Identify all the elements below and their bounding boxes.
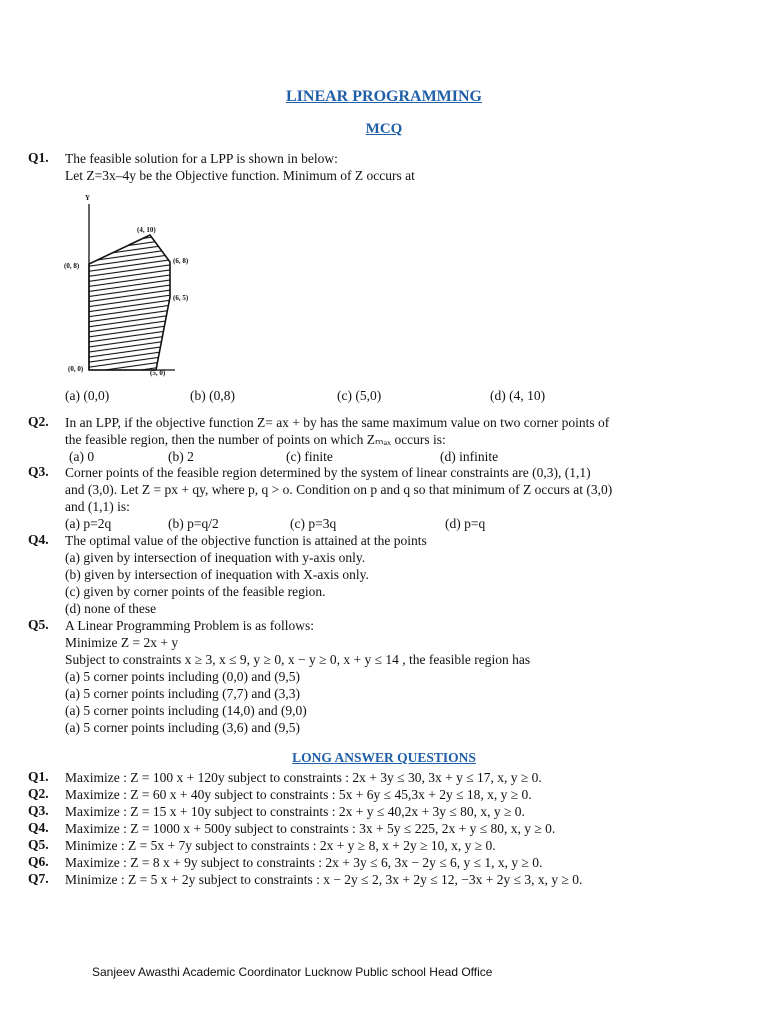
- option-b: (a) 5 corner points including (7,7) and (3,3): [65, 686, 301, 701]
- question-number: Q5.: [28, 837, 49, 852]
- long-answer-item: [28, 837, 748, 854]
- long-answer-item: [28, 786, 748, 803]
- question-text: In an LPP, if the objective function Z= ax + by has the same maximum value on two corner points of: [65, 415, 610, 430]
- question-text: The feasible solution for a LPP is shown in below:: [65, 151, 338, 166]
- question-text: Let Z=3x–4y be the Objective function. Minimum of Z occurs at: [65, 168, 415, 183]
- long-answer-item: [28, 854, 748, 871]
- option-c: (c) given by corner points of the feasible region.: [65, 584, 326, 599]
- option-d: (d) none of these: [65, 601, 157, 616]
- long-answer-item: [28, 803, 748, 820]
- question-text: Subject to constraints x ≥ 3, x ≤ 9, y ≥ 0, x − y ≥ 0, x + y ≤ 14 , the feasible region has: [65, 652, 531, 667]
- option-a: (a) given by intersection of inequation with y-axis only.: [65, 550, 366, 565]
- question-number: Q3.: [28, 803, 49, 818]
- long-answer-item: [28, 769, 748, 786]
- question-number: Q1.: [28, 150, 49, 165]
- question-text: Maximize : Z = 15 x + 10y subject to constraints : 2x + y ≤ 40,2x + 3y ≤ 80, x, y ≥ 0.: [65, 804, 525, 819]
- option-b: (b) (0,8): [190, 388, 235, 403]
- page-footer: Sanjeev Awasthi Academic Coordinator Lucknow Public school Head Office: [92, 965, 493, 979]
- point-label-0-0: (0, 0): [68, 365, 84, 373]
- question-text: Minimize : Z = 5x + 7y subject to constraints : 2x + y ≥ 8, x + 2y ≥ 10, x, y ≥ 0.: [65, 838, 496, 853]
- option-d: (d) (4, 10): [490, 388, 546, 403]
- option-c: (c) p=3q: [290, 516, 337, 531]
- mcq-question-1: [28, 150, 748, 184]
- question-number: Q4.: [28, 820, 49, 835]
- option-c: (c) (5,0): [337, 388, 382, 403]
- point-label-6-5: (6, 5): [173, 294, 189, 302]
- option-d: (a) 5 corner points including (3,6) and (9,5): [65, 720, 301, 735]
- question-text: and (1,1) is:: [65, 499, 130, 514]
- question-text: Minimize Z = 2x + y: [65, 635, 179, 650]
- option-b: (b) p=q/2: [168, 516, 219, 531]
- option-c: (c) finite: [286, 449, 333, 464]
- question-text: the feasible region, then the number of points on which Zₘₐₓ occurs is:: [65, 432, 446, 447]
- long-answer-item: [28, 871, 748, 888]
- option-a: (a) p=2q: [65, 516, 112, 531]
- mcq-question-3: [28, 464, 748, 532]
- question-number: Q2.: [28, 786, 49, 801]
- question-text: Maximize : Z = 8 x + 9y subject to constraints : 2x + 3y ≤ 6, 3x − 2y ≤ 6, y ≤ 1, x, y ≥ 0.: [65, 855, 543, 870]
- section-title-mcq: MCQ: [365, 121, 403, 137]
- question-number: Q5.: [28, 617, 49, 632]
- question-number: Q7.: [28, 871, 49, 886]
- question-text: Corner points of the feasible region determined by the system of linear constraints are (0,3), (1,1): [65, 465, 591, 480]
- long-answer-list: [28, 769, 748, 888]
- y-axis-label: Y: [85, 194, 91, 202]
- point-label-4-10: (4, 10): [137, 226, 156, 234]
- option-b: (b) given by intersection of inequation with X-axis only.: [65, 567, 369, 582]
- question-number: Q4.: [28, 532, 49, 547]
- feasible-region-graph: [60, 192, 220, 382]
- page-title: LINEAR PROGRAMMING: [286, 88, 482, 105]
- question-number: Q2.: [28, 414, 49, 429]
- question-number: Q1.: [28, 769, 49, 784]
- point-label-0-8: (0, 8): [64, 262, 80, 270]
- section-title-long-answer: LONG ANSWER QUESTIONS: [292, 750, 476, 765]
- point-label-6-8: (6, 8): [173, 257, 189, 265]
- question-number: Q3.: [28, 464, 49, 479]
- mcq-question-4: [28, 532, 748, 617]
- question-text: Maximize : Z = 60 x + 40y subject to constraints : 5x + 6y ≤ 45,3x + 2y ≤ 18, x, y ≥ 0.: [65, 787, 532, 802]
- point-label-5-0: (5, 0): [150, 369, 166, 377]
- question-text: A Linear Programming Problem is as follows:: [65, 618, 314, 633]
- option-a: (a) 5 corner points including (0,0) and (9,5): [65, 669, 301, 684]
- question-text: Minimize : Z = 5 x + 2y subject to constraints : x − 2y ≤ 2, 3x + 2y ≤ 12, −3x + 2y ≤ 3, x, y ≥ 0.: [65, 872, 583, 887]
- option-b: (b) 2: [168, 449, 194, 464]
- question-number: Q6.: [28, 854, 49, 869]
- question-text: The optimal value of the objective function is attained at the points: [65, 533, 427, 548]
- long-answer-item: [28, 820, 748, 837]
- mcq-question-2: [28, 414, 748, 465]
- question-text: Maximize : Z = 100 x + 120y subject to constraints : 2x + 3y ≤ 30, 3x + y ≤ 17, x, y ≥ 0.: [65, 770, 542, 785]
- question-text: and (3,0). Let Z = px + qy, where p, q > o. Condition on p and q so that minimum of Z occurs at (3,0): [65, 482, 613, 497]
- mcq-question-5: [28, 617, 748, 736]
- mcq-question-1-options: [28, 387, 748, 404]
- question-text: Maximize : Z = 1000 x + 500y subject to constraints : 3x + 5y ≤ 225, 2x + y ≤ 80, x, y ≥ 0.: [65, 821, 556, 836]
- option-a: (a) 0: [69, 449, 95, 464]
- feasible-region: [89, 235, 170, 370]
- option-c: (a) 5 corner points including (14,0) and (9,0): [65, 703, 307, 718]
- option-d: (d) p=q: [445, 516, 486, 531]
- option-d: (d) infinite: [440, 449, 499, 464]
- option-a: (a) (0,0): [65, 388, 110, 403]
